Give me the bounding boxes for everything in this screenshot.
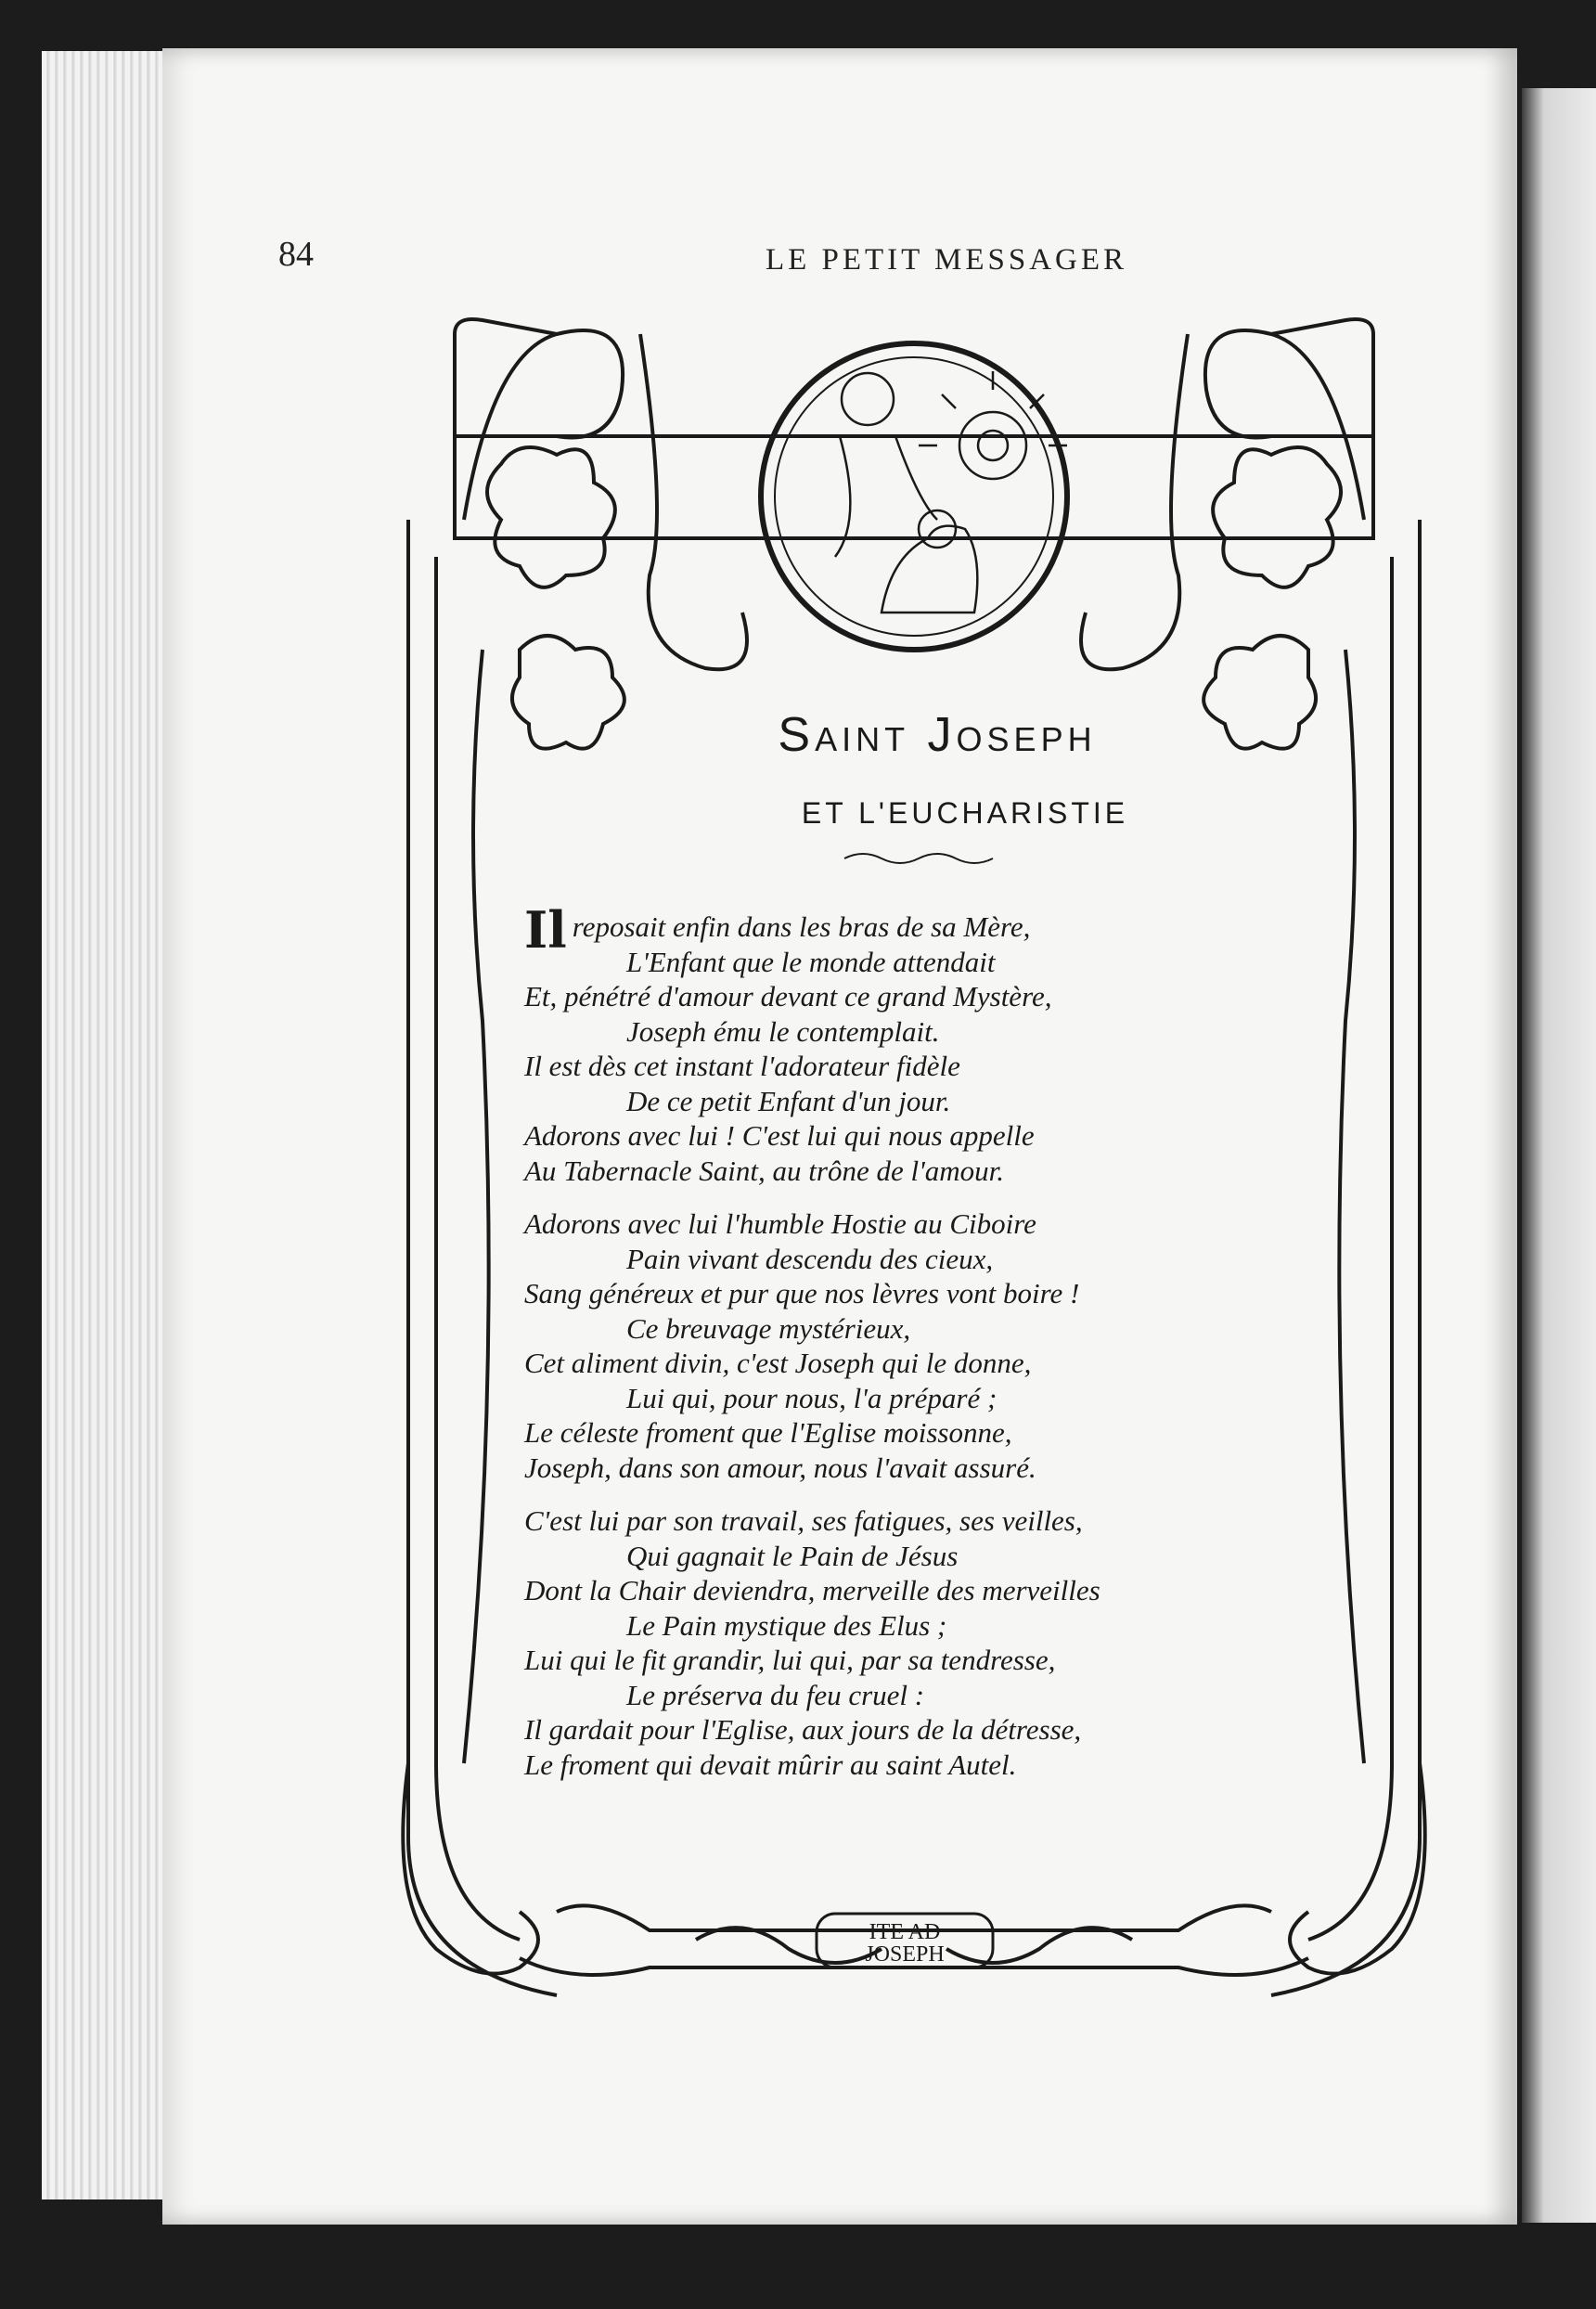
poem-line: Qui gagnait le Pain de Jésus [626,1539,959,1572]
poem-line: Le céleste froment que l'Eglise moissonne, [524,1416,1012,1449]
poem-line: Pain vivant descendu des cieux, [626,1242,994,1275]
running-title: LE PETIT MESSAGER [765,243,1128,277]
poem-line: Il gardait pour l'Eglise, aux jours de la détresse, [524,1713,1082,1746]
poem-line-text: reposait enfin dans les bras de sa Mère, [572,910,1031,943]
poem-line: Cet aliment divin, c'est Joseph qui le donne, [524,1347,1032,1379]
drop-cap: Il [524,900,567,960]
poem-line [524,900,1332,960]
poem-line: Il est dès cet instant l'adorateur fidèle [524,1050,960,1082]
poem-line: Ce breuvage mystérieux, [626,1311,911,1345]
poem-title: Saint Joseph [778,708,1097,762]
poem-line: Sang généreux et pur que nos lèvres vont boire ! [524,1277,1080,1309]
poem-line: Adorons avec lui ! C'est lui qui nous appelle [524,1119,1035,1152]
poem-line: Le Pain mystique des Elus ; [626,1608,947,1642]
motto-line-2: JOSEPH [865,1942,945,1967]
stanza [524,900,1332,1188]
poem-line: Lui qui, pour nous, l'a préparé ; [626,1381,998,1414]
poem-line: L'Enfant que le monde attendait [626,945,996,978]
poem-line: Joseph ému le contemplait. [626,1014,940,1048]
stanza [524,1503,1332,1782]
poem-line: Dont la Chair deviendra, merveille des merveilles [524,1574,1100,1606]
poem-line: C'est lui par son travail, ses fatigues, ses veilles, [524,1504,1083,1537]
motto-cartouche [817,1921,993,1966]
poem-line: Et, pénétré d'amour devant ce grand Mystère, [524,980,1052,1013]
page-number: 84 [278,235,314,274]
poem-line: Lui qui le fit grandir, lui qui, par sa tendresse, [524,1644,1056,1676]
poem-line: Le préserva du feu cruel : [626,1678,925,1711]
poem-line: Le froment qui devait mûrir au saint Autel. [524,1748,1017,1781]
poem-line: De ce petit Enfant d'un jour. [626,1084,951,1117]
poem-line: Joseph, dans son amour, nous l'avait assuré. [524,1451,1036,1484]
motto-line-1: ITE AD [869,1920,941,1944]
stanza [524,1206,1332,1485]
poem-line: Adorons avec lui l'humble Hostie au Ciboire [524,1207,1036,1240]
poem-body [524,900,1332,1800]
poem-subtitle: ET L'EUCHARISTIE [801,796,1129,830]
poem-line: Au Tabernacle Saint, au trône de l'amour. [524,1154,1004,1187]
